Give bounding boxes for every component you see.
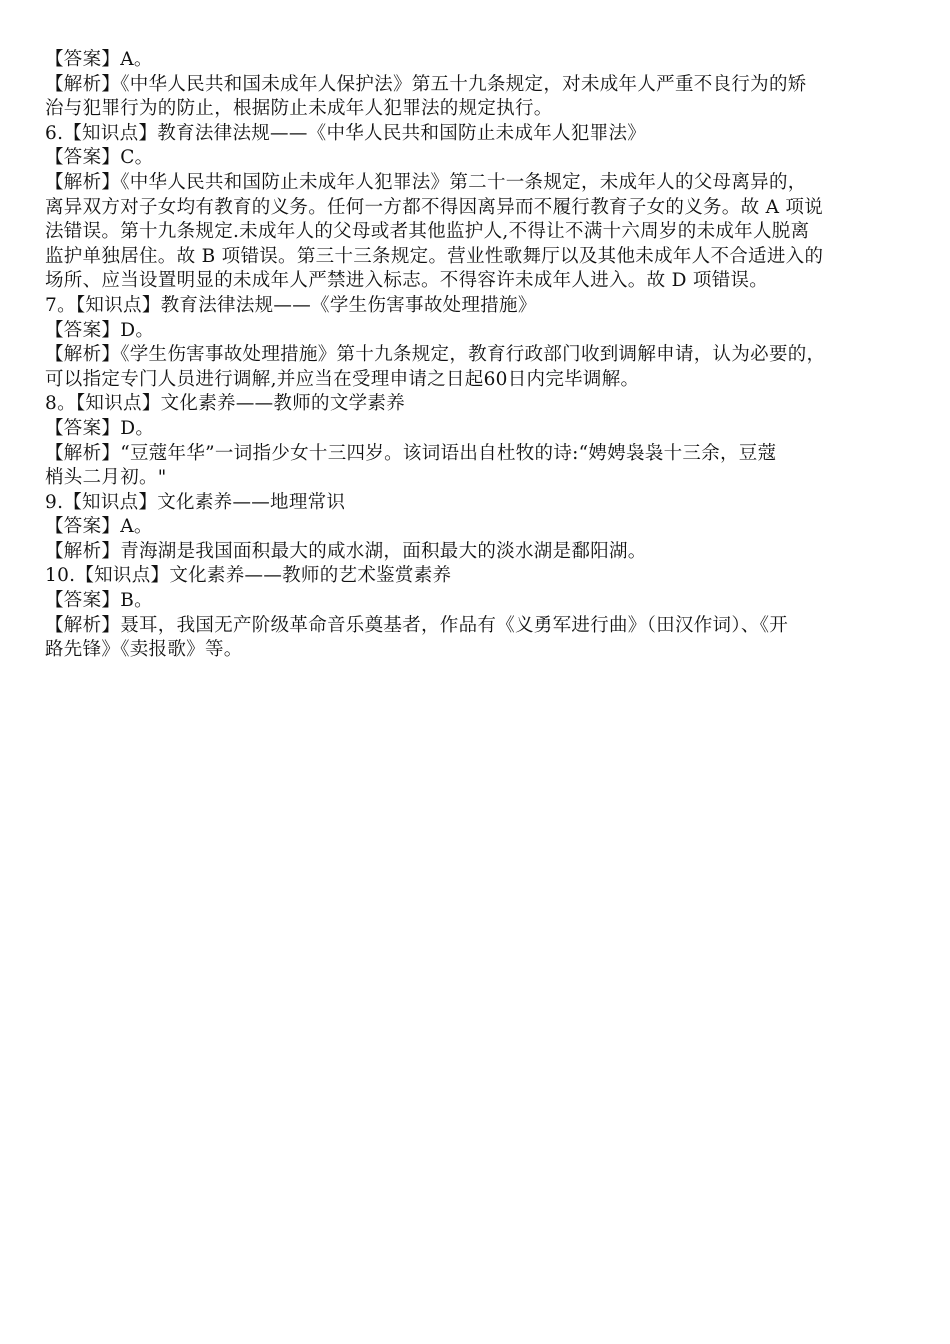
answer-10: 【答案】B。 [45, 590, 153, 612]
explanation-7-line-1: 【解析】《学生伤害事故处理措施》第十九条规定，教育行政部门收到调解申请，认为必要的， [45, 344, 826, 366]
document-body [45, 48, 910, 663]
explanation-9: 【解析】青海湖是我国面积最大的咸水湖，面积最大的淡水湖是鄱阳湖。 [45, 540, 647, 562]
explanation-6-line-4: 监护单独居住。故 B 项错误。第三十三条规定。营业性歌舞厅以及其他未成年人不合适进入的 [45, 245, 824, 267]
explanation-8-line-2: 梢头二月初。" [45, 467, 167, 489]
explanation-8-line-1: 【解析】“豆蔻年华”一词指少女十三四岁。该词语出自杜牧的诗:“娉娉袅袅十三余，豆蔻 [45, 442, 777, 464]
question-10-knowledge-point: 10.【知识点】文化素养——教师的艺术鉴赏素养 [45, 565, 452, 587]
explanation-6-line-1: 【解析】《中华人民共和国防止未成年人犯罪法》第二十一条规定，未成年人的父母离异的， [45, 171, 807, 193]
answer-9: 【答案】A。 [45, 516, 153, 538]
answer-5: 【答案】A。 [45, 49, 153, 70]
explanation-5-line-2: 治与犯罪行为的防止，根据防止未成年人犯罪法的规定执行。 [45, 98, 553, 120]
explanation-10-line-1: 【解析】聂耳，我国无产阶级革命音乐奠基者，作品有《义勇军进行曲》（田汉作词）、《开 [45, 614, 789, 636]
explanation-6-line-5: 场所、应当设置明显的未成年人严禁进入标志。不得容许未成年人进入。故 D 项错误。 [45, 270, 769, 292]
question-6-knowledge-point: 6.【知识点】教育法律法规——《中华人民共和国防止未成年人犯罪法》 [45, 122, 647, 144]
question-9-knowledge-point: 9.【知识点】文化素养——地理常识 [45, 491, 346, 513]
answer-7: 【答案】D。 [45, 319, 155, 341]
question-7-knowledge-point: 7。【知识点】教育法律法规——《学生伤害事故处理措施》 [45, 294, 537, 316]
explanation-6-line-3: 法错误。第十九条规定.未成年人的父母或者其他监护人,不得让不满十六周岁的未成年人脱离 [45, 221, 810, 243]
explanation-5-line-1: 【解析】《中华人民共和国未成年人保护法》第五十九条规定，对未成年人严重不良行为的矫 [45, 73, 807, 95]
explanation-6-line-2: 离异双方对子女均有教育的义务。任何一方都不得因离异而不履行教育子女的义务。故 A 项说 [45, 196, 824, 218]
answer-8: 【答案】D。 [45, 417, 155, 439]
explanation-7-line-2: 可以指定专门人员进行调解,并应当在受理申请之日起60日内完毕调解。 [45, 368, 640, 390]
answer-6: 【答案】C。 [45, 147, 154, 169]
question-8-knowledge-point: 8。【知识点】文化素养——教师的文学素养 [45, 393, 406, 415]
explanation-10-line-2: 路先锋》《卖报歌》等。 [45, 639, 243, 661]
